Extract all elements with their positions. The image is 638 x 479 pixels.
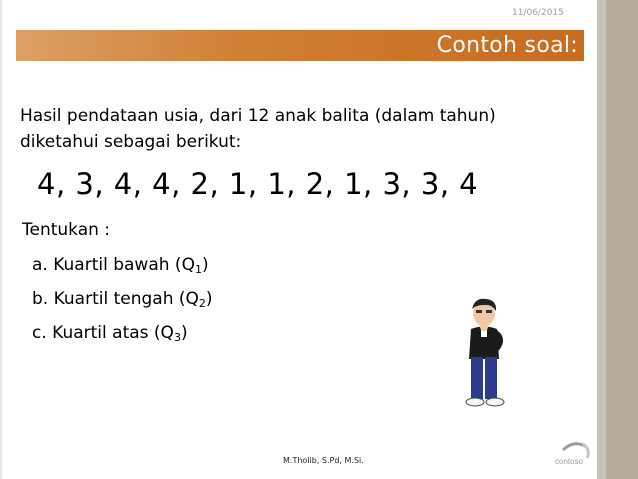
question-text: b. Kuartil tengah (Q (32, 289, 199, 309)
intro-line-1: Hasil pendataan usia, dari 12 anak balita (dalam tahun) (20, 106, 496, 126)
question-text: c. Kuartil atas (Q (32, 323, 174, 343)
question-close: ) (205, 289, 213, 309)
question-item-c (32, 323, 188, 344)
question-text: a. Kuartil bawah (Q (32, 255, 195, 275)
slide-date: 11/06/2015 (512, 8, 564, 18)
right-decorative-strip-light (597, 0, 606, 479)
question-close: ) (180, 323, 188, 343)
slide-title: Contoh soal: (436, 33, 578, 58)
question-item-b (32, 289, 213, 310)
question-subscript: 3 (173, 331, 181, 344)
question-item-a (32, 255, 209, 276)
slide-footer: M.Tholib, S.Pd, M.Si. (283, 456, 364, 465)
thinking-person-illustration (455, 297, 517, 409)
data-values: 4, 3, 4, 4, 2, 1, 1, 2, 1, 3, 3, 4 (37, 167, 479, 201)
left-edge (0, 0, 2, 479)
contoso-logo (553, 440, 595, 468)
question-subscript: 2 (198, 297, 206, 310)
question-subscript: 1 (194, 263, 202, 276)
question-close: ) (201, 255, 209, 275)
task-label: Tentukan : (22, 220, 111, 240)
intro-paragraph (20, 103, 580, 155)
svg-text:contoso: contoso (555, 457, 584, 466)
intro-line-2: diketahui sebagai berikut: (20, 132, 242, 152)
title-bar (16, 30, 584, 61)
